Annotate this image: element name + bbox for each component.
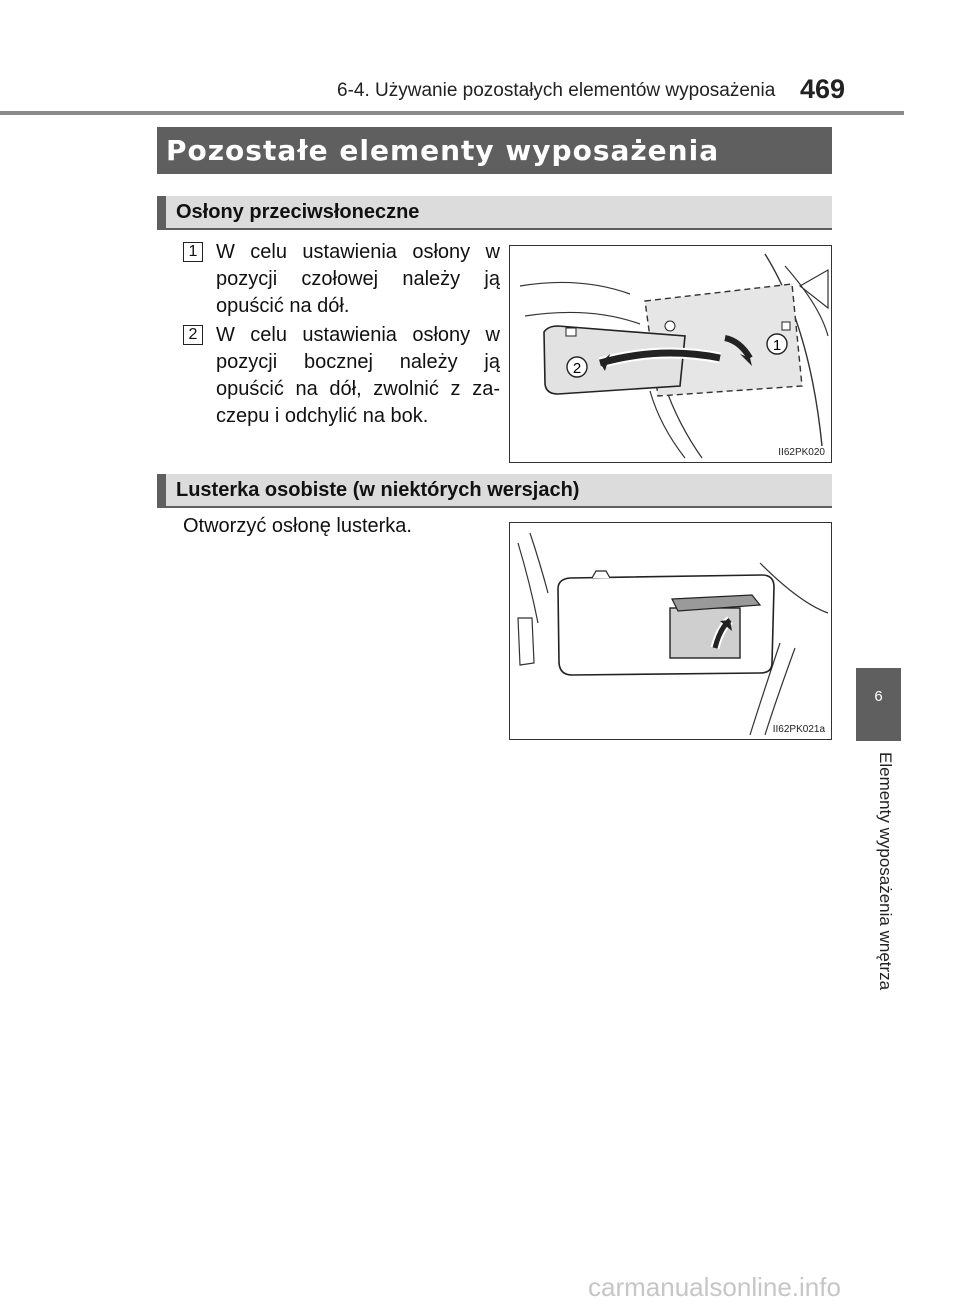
header-rule xyxy=(0,111,904,115)
sun-visor-drawing xyxy=(510,246,830,461)
section-heading-sun-visors: Osłony przeciwsłoneczne xyxy=(157,196,832,230)
step-1-number: 1 xyxy=(183,242,203,262)
vanity-mirror-illustration xyxy=(509,522,832,740)
section-heading-vanity-mirrors: Lusterka osobiste (w niektórych wersjach) xyxy=(157,474,832,508)
vanity-mirror-instruction: Otworzyć osłonę lusterka. xyxy=(183,515,412,537)
step-1 xyxy=(183,239,500,320)
header-section-title: 6-4. Używanie pozostałych elementów wyposażenia xyxy=(337,80,776,101)
sun-visor-illustration xyxy=(509,245,832,463)
chapter-label: Elementy wyposażenia wnętrza xyxy=(876,752,895,991)
chapter-tab: 6 xyxy=(856,668,901,741)
step-1-text: W celu ustawienia osłony w pozycji czołowej należy ją opuścić na dół. xyxy=(216,241,500,317)
vanity-mirror-drawing xyxy=(510,523,830,738)
page-title: Pozostałe elementy wyposażenia xyxy=(157,127,832,174)
page-number: 469 xyxy=(800,74,846,104)
figure-code: II62PK021a xyxy=(772,724,825,735)
step-2 xyxy=(183,322,500,430)
figure-code: II62PK020 xyxy=(778,447,825,458)
step-2-text: W celu ustawienia osłony w pozycji bocznej należy ją opuścić na dół, zwolnić z za-czepu i odchylić na bok. xyxy=(216,324,500,427)
watermark: carmanualsonline.info xyxy=(588,1272,841,1302)
callout-1-label: 1 xyxy=(772,337,782,354)
callout-2-label: 2 xyxy=(572,360,582,377)
step-2-number: 2 xyxy=(183,325,203,345)
